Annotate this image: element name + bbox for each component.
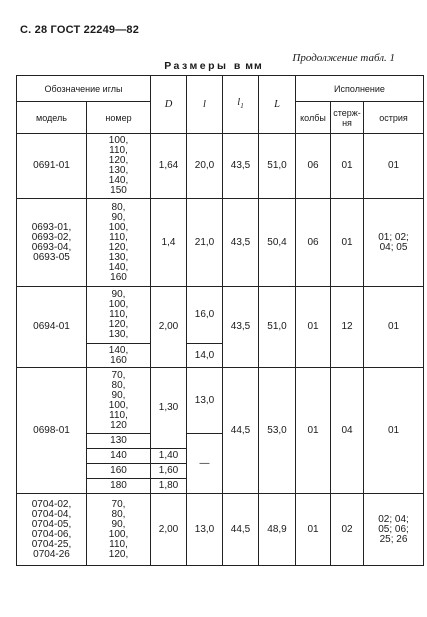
table-row bbox=[17, 287, 424, 344]
table-row bbox=[17, 494, 424, 566]
cell-number: 70, 80, 90, 100, 110, 120 bbox=[87, 368, 151, 434]
cell-shank: 02 bbox=[331, 494, 364, 566]
cell-l1: 43,5 bbox=[223, 134, 259, 199]
cell-model: 0694-01 bbox=[17, 287, 87, 368]
cell-L: 53,0 bbox=[259, 368, 296, 494]
cell-number: 180 bbox=[87, 479, 151, 494]
col-L: L bbox=[259, 76, 296, 134]
cell-number: 140 bbox=[87, 449, 151, 464]
units-unit: в мм bbox=[233, 60, 263, 72]
cell-l: 20,0 bbox=[187, 134, 223, 199]
cell-point: 02; 04; 05; 06; 25; 26 bbox=[364, 494, 424, 566]
cell-number: 90, 100, 110, 120, 130, bbox=[87, 287, 151, 344]
cell-model: 0691-01 bbox=[17, 134, 87, 199]
cell-bulb: 01 bbox=[296, 494, 331, 566]
cell-model: 0698-01 bbox=[17, 368, 87, 494]
cell-point: 01 bbox=[364, 368, 424, 494]
cell-number: 80, 90, 100, 110, 120, 130, 140, 160 bbox=[87, 199, 151, 287]
cell-l1: 44,5 bbox=[223, 494, 259, 566]
cell-shank: 04 bbox=[331, 368, 364, 494]
col-bulb: колбы bbox=[296, 102, 331, 134]
table-row bbox=[17, 134, 424, 199]
col-l: l bbox=[187, 76, 223, 134]
cell-number: 140, 160 bbox=[87, 344, 151, 368]
table-row bbox=[17, 199, 424, 287]
col-point: острия bbox=[364, 102, 424, 134]
cell-bulb: 06 bbox=[296, 134, 331, 199]
cell-L: 51,0 bbox=[259, 134, 296, 199]
cell-shank: 01 bbox=[331, 199, 364, 287]
cell-D: 1,4 bbox=[151, 199, 187, 287]
col-execution: Исполнение bbox=[296, 76, 424, 102]
cell-l: 16,0 bbox=[187, 287, 223, 344]
cell-D: 1,64 bbox=[151, 134, 187, 199]
units-caption bbox=[0, 60, 427, 72]
cell-D: 2,00 bbox=[151, 494, 187, 566]
cell-l: — bbox=[187, 434, 223, 494]
cell-number: 160 bbox=[87, 464, 151, 479]
cell-D: 1,40 bbox=[151, 449, 187, 464]
col-l1: $l_1$ bbox=[223, 76, 259, 134]
cell-l: 21,0 bbox=[187, 199, 223, 287]
col-number: номер bbox=[87, 102, 151, 134]
col-shank: стерж- ня bbox=[331, 102, 364, 134]
cell-D: 1,60 bbox=[151, 464, 187, 479]
cell-L: 51,0 bbox=[259, 287, 296, 368]
cell-model: 0693-01, 0693-02, 0693-04, 0693-05 bbox=[17, 199, 87, 287]
col-needle-designation: Обозначение иглы bbox=[17, 76, 151, 102]
cell-point: 01 bbox=[364, 287, 424, 368]
cell-point: 01 bbox=[364, 134, 424, 199]
cell-bulb: 06 bbox=[296, 199, 331, 287]
cell-l1: 44,5 bbox=[223, 368, 259, 494]
cell-l: 13,0 bbox=[187, 494, 223, 566]
cell-D: 1,30 bbox=[151, 368, 187, 449]
units-word: Размеры bbox=[164, 60, 229, 72]
table-continuation-label: Продолжение табл. 1 bbox=[292, 52, 395, 64]
col-D: D bbox=[151, 76, 187, 134]
cell-L: 48,9 bbox=[259, 494, 296, 566]
table-row bbox=[17, 368, 424, 434]
cell-number: 70, 80, 90, 100, 110, 120, bbox=[87, 494, 151, 566]
cell-L: 50,4 bbox=[259, 199, 296, 287]
cell-bulb: 01 bbox=[296, 287, 331, 368]
cell-number: 130 bbox=[87, 434, 151, 449]
cell-D: 2,00 bbox=[151, 287, 187, 368]
cell-model: 0704-02, 0704-04, 0704-05, 0704-06, 0704-25, 0704-26 bbox=[17, 494, 87, 566]
needle-dimensions-table bbox=[16, 75, 424, 566]
col-model: модель bbox=[17, 102, 87, 134]
cell-shank: 01 bbox=[331, 134, 364, 199]
cell-bulb: 01 bbox=[296, 368, 331, 494]
cell-l1: 43,5 bbox=[223, 199, 259, 287]
cell-l: 13,0 bbox=[187, 368, 223, 434]
page-header: С. 28 ГОСТ 22249—82 bbox=[20, 24, 140, 36]
cell-D: 1,80 bbox=[151, 479, 187, 494]
cell-number: 100, 110, 120, 130, 140, 150 bbox=[87, 134, 151, 199]
cell-l: 14,0 bbox=[187, 344, 223, 368]
cell-point: 01; 02; 04; 05 bbox=[364, 199, 424, 287]
cell-l1: 43,5 bbox=[223, 287, 259, 368]
cell-shank: 12 bbox=[331, 287, 364, 368]
